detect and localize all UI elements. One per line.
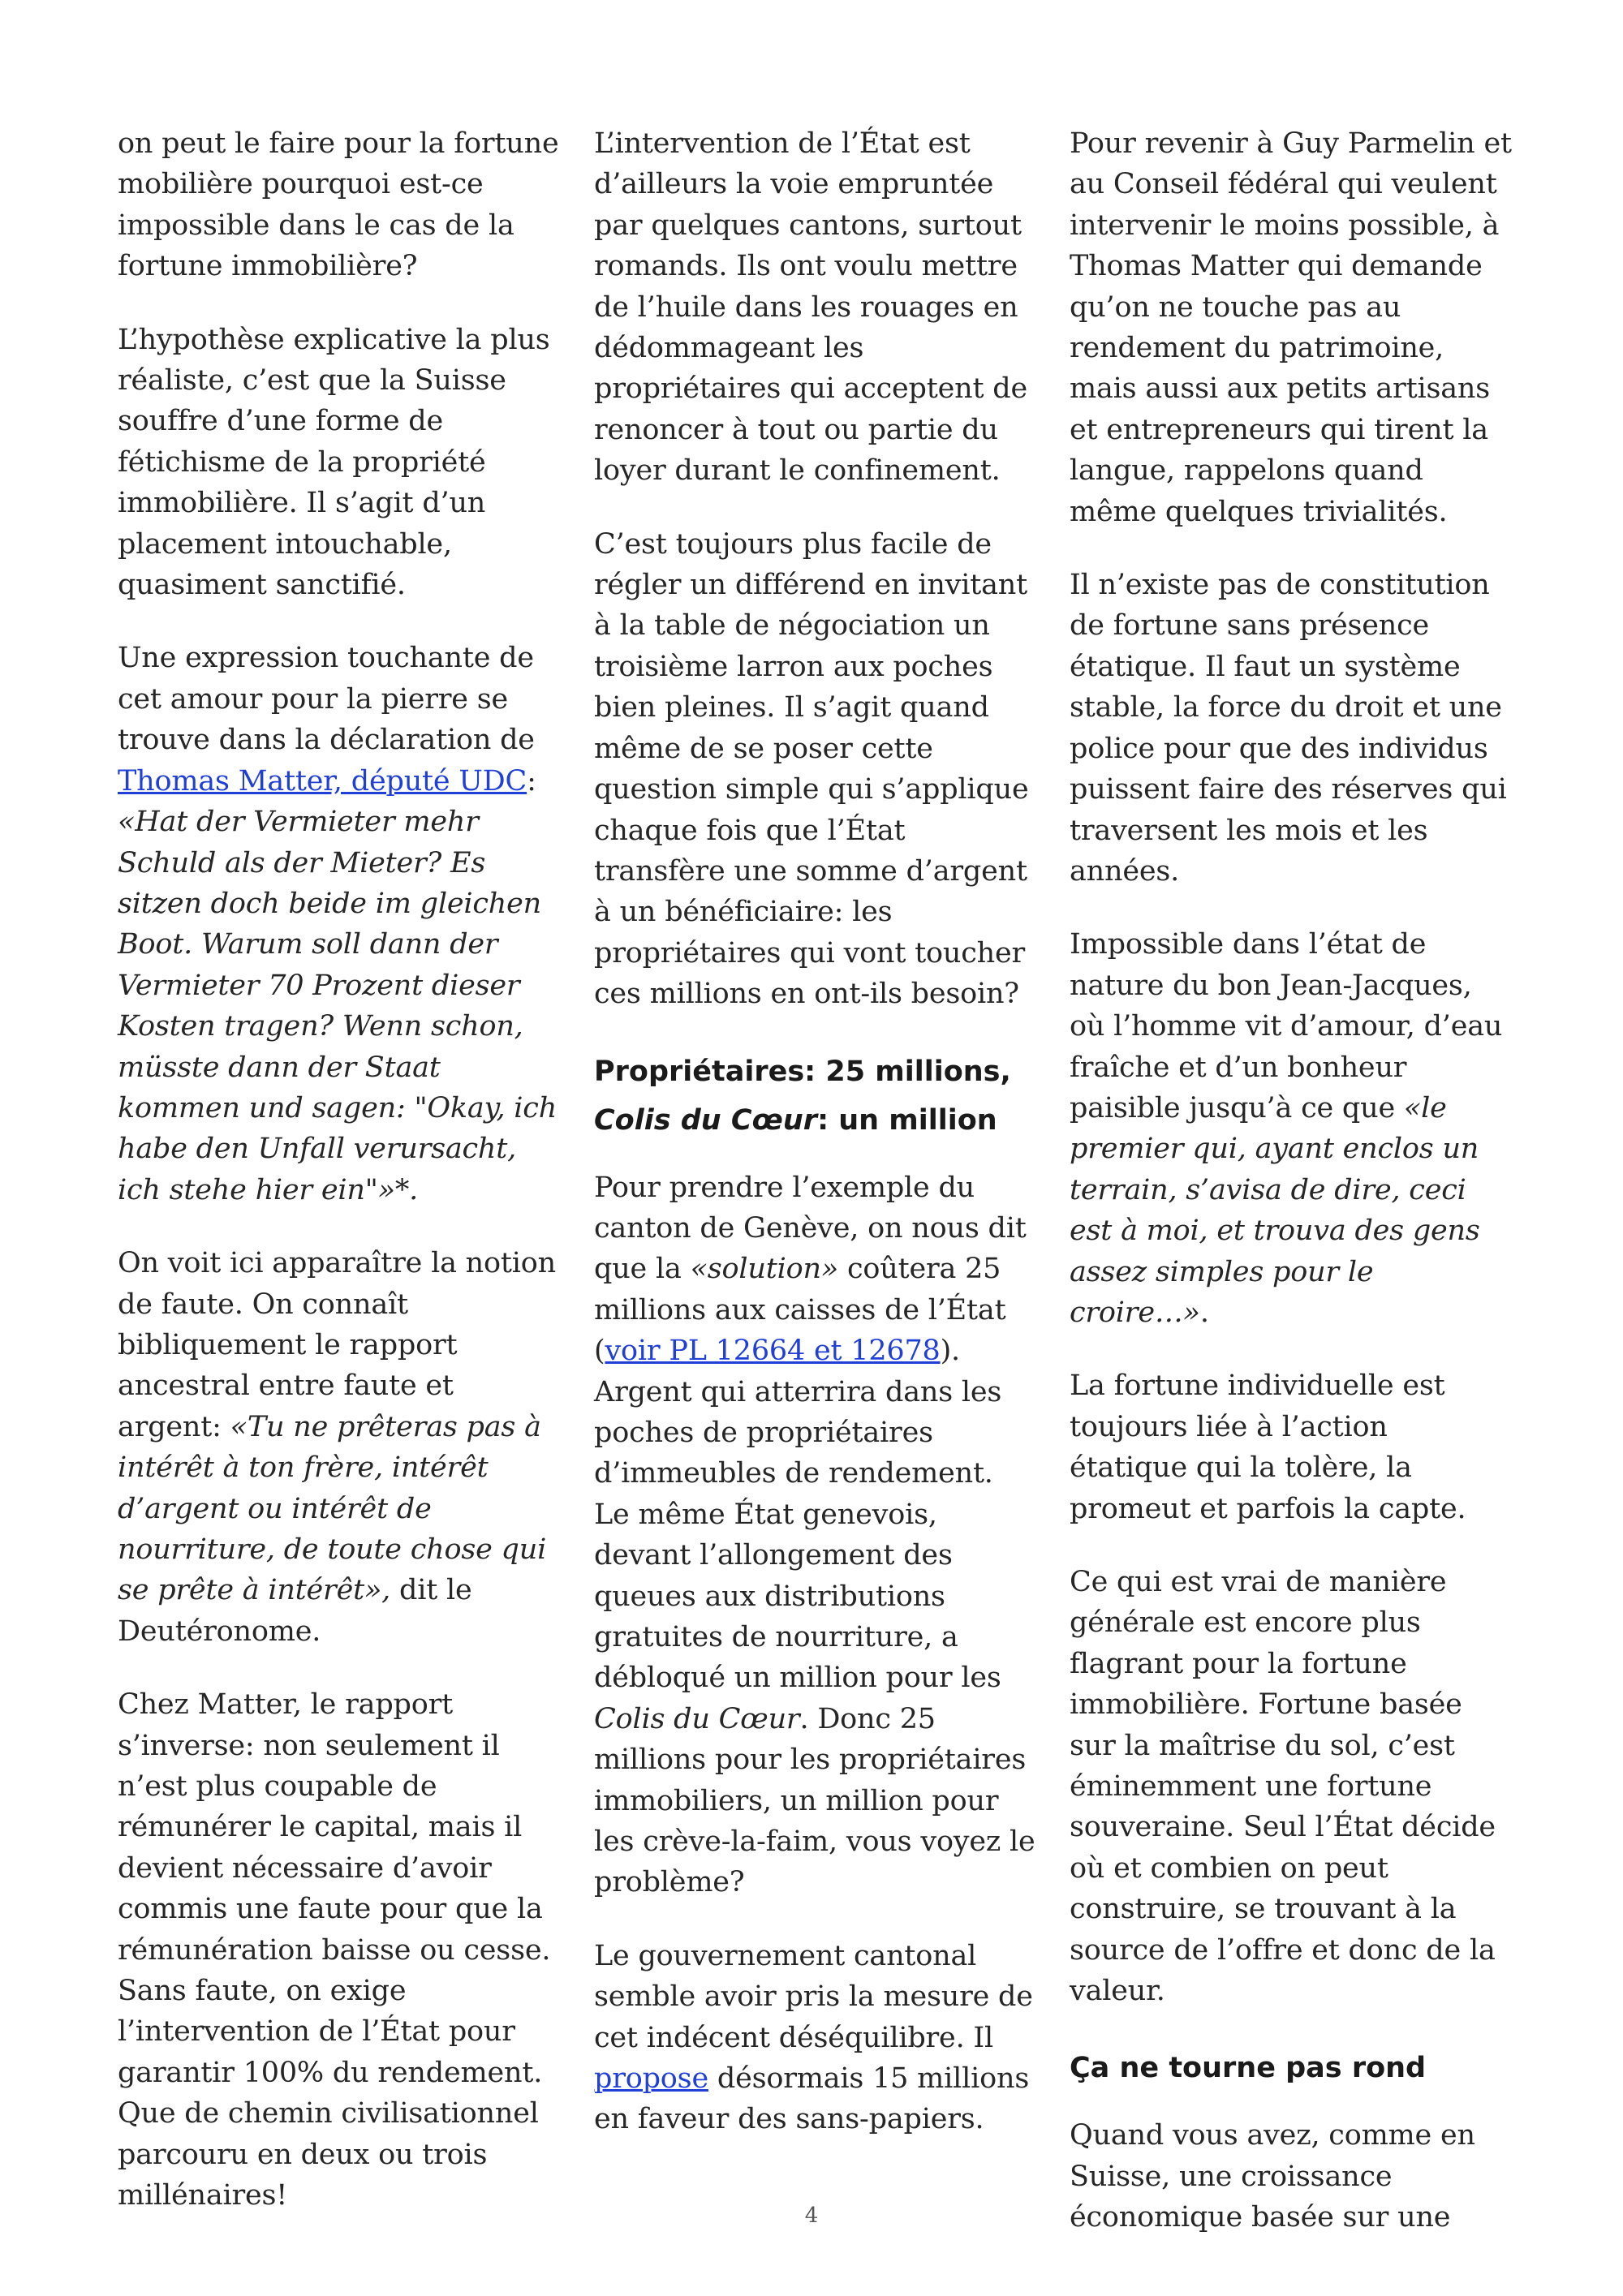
quote-matter: «Hat der Vermieter mehr Schuld als der Mieter? Es sitzen doch beide im gleichen Boot. Warum soll dann der Vermieter 70 Prozent dieser Kosten tragen? Wenn schon, müsste dann der Staat kommen und sagen: "Okay, ich habe den Unfall verursacht, ich stehe hier ein"»*. (118, 806, 558, 1206)
paragraph (594, 1936, 1036, 2140)
paragraph: Ce qui est vrai de manière générale est encore plus flagrant pour la fortune immobilière. Fortune basée sur la maîtrise du sol, c’est éminemment une fortune souveraine. Seul l’État décide où et combien on peut construire, se trouvant à la source de l’offre et donc de la valeur. (1070, 1566, 1496, 2008)
paragraph (594, 1167, 1036, 1903)
text: ). Argent qui atterrira dans les poches de propriétaires d’immeubles de rendement. Le même État genevois, devant l’allongement des queues aux distributions gratuites de nourriture, a débloqué un million pour les (594, 1335, 1002, 1695)
paragraph: L’intervention de l’État est d’ailleurs la voie empruntée par quelques cantons, surtout romands. Ils ont voulu mettre de l’huile dans les rouages en dédommageant les propriétaires qui acceptent de renoncer à tout ou partie du loyer durant le confinement. (594, 127, 1027, 488)
link-propose[interactable]: propose (594, 2062, 708, 2096)
text: Une expression touchante de cet amour pour la pierre se trouve dans la déclaration de (118, 642, 535, 757)
column-3 (1070, 123, 1512, 2271)
link-pl-12664[interactable]: voir PL 12664 et 12678 (605, 1335, 941, 1368)
heading-italic: Colis du Cœur (594, 1103, 818, 1137)
heading-text: : un million (817, 1103, 997, 1137)
paragraph: L’hypothèse explicative la plus réaliste, c’est que la Suisse souffre d’une forme de fétichisme de la propriété immobilière. Il s’agit d’un placement intouchable, quasiment sanctifié. (118, 323, 550, 602)
italic-text: «solution» (690, 1253, 839, 1286)
column-2 (594, 123, 1036, 2173)
paragraph (118, 638, 560, 1210)
text: dit le Deutéronome. (118, 1574, 472, 1648)
text: . (1199, 1296, 1209, 1329)
paragraph (1070, 924, 1512, 1333)
column-1 (118, 123, 560, 2249)
section-heading (594, 1047, 1036, 1145)
text: : (527, 764, 536, 798)
paragraph (118, 1243, 560, 1652)
text: . Donc 25 millions pour les propriétaires immobiliers, un million pour les crève-la-faim, vous voyez le problème? (594, 1702, 1035, 1899)
heading-text: Propriétaires: 25 millions, (594, 1055, 1011, 1088)
text: Le gouvernement cantonal semble avoir pris la mesure de cet indécent déséquilibre. Il (594, 1939, 1033, 2054)
paragraph: Quand vous avez, comme en Suisse, une croissance économique basée sur une (1070, 2119, 1475, 2234)
text: désormais 15 millions en faveur des sans-papiers. (594, 2062, 1030, 2136)
italic-text: Colis du Cœur (594, 1702, 800, 1735)
page-number: 4 (804, 2204, 819, 2228)
text: Pour prendre l’exemple du canton de Genève, on nous dit que la (594, 1171, 1027, 1286)
text: On voit ici apparaître la notion de faute. On connaît bibliquement le rapport ancestral entre faute et argent: (118, 1247, 556, 1443)
text: Impossible dans l’état de nature du bon Jean-Jacques, où l’homme vit d’amour, d’eau fraîche et d’un bonheur paisible jusqu’à ce que (1070, 928, 1503, 1124)
paragraph: Il n’existe pas de constitution de fortune sans présence étatique. Il faut un système stable, la force du droit et une police pour que des individus puissent faire des réserves qui traversent les mois et les années. (1070, 569, 1507, 888)
quote-deuteronome: «Tu ne prêteras pas à intérêt à ton frère, intérêt d’argent ou intérêt de nourriture, de toute chose qui se prête à intérêt», (118, 1410, 547, 1607)
paragraph: Chez Matter, le rapport s’inverse: non seulement il n’est plus coupable de rémunérer le capital, mais il devient nécessaire d’avoir commis une faute pour que la rémunération baisse ou cesse. Sans faute, on exige l’intervention de l’État pour garantir 100% du rendement. Que de chemin civilisationnel parcouru en deux ou trois millénaires! (118, 1688, 551, 2212)
paragraph: La fortune individuelle est toujours liée à l’action étatique qui la tolère, la promeut et parfois la capte. (1070, 1369, 1466, 1525)
paragraph: on peut le faire pour la fortune mobilière pourquoi est-ce impossible dans le cas de la fortune immobilière? (118, 127, 559, 283)
section-heading: Ça ne tourne pas rond (1070, 2052, 1427, 2085)
quote-rousseau: «le premier qui, ayant enclos un terrain, s’avisa de dire, ceci est à moi, et trouva des gens assez simples pour le croire…» (1070, 1091, 1480, 1329)
text: coûtera 25 millions aux caisses de l’État ( (594, 1253, 1006, 1368)
link-thomas-matter[interactable]: Thomas Matter, député UDC (118, 764, 527, 798)
paragraph: Pour revenir à Guy Parmelin et au Conseil fédéral qui veulent intervenir le moins possible, à Thomas Matter qui demande qu’on ne touche pas au rendement du patrimoine, mais aussi aux petits artisans et entrepreneurs qui tirent la langue, rappelons quand même quelques trivialités. (1070, 127, 1512, 528)
paragraph: C’est toujours plus facile de régler un différend en invitant à la table de négociation un troisième larron aux poches bien pleines. Il s’agit quand même de se poser cette question simple qui s’applique chaque fois que l’État transfère une somme d’argent à un bénéficiaire: les propriétaires qui vont toucher ces millions en ont-ils besoin? (594, 527, 1029, 1011)
